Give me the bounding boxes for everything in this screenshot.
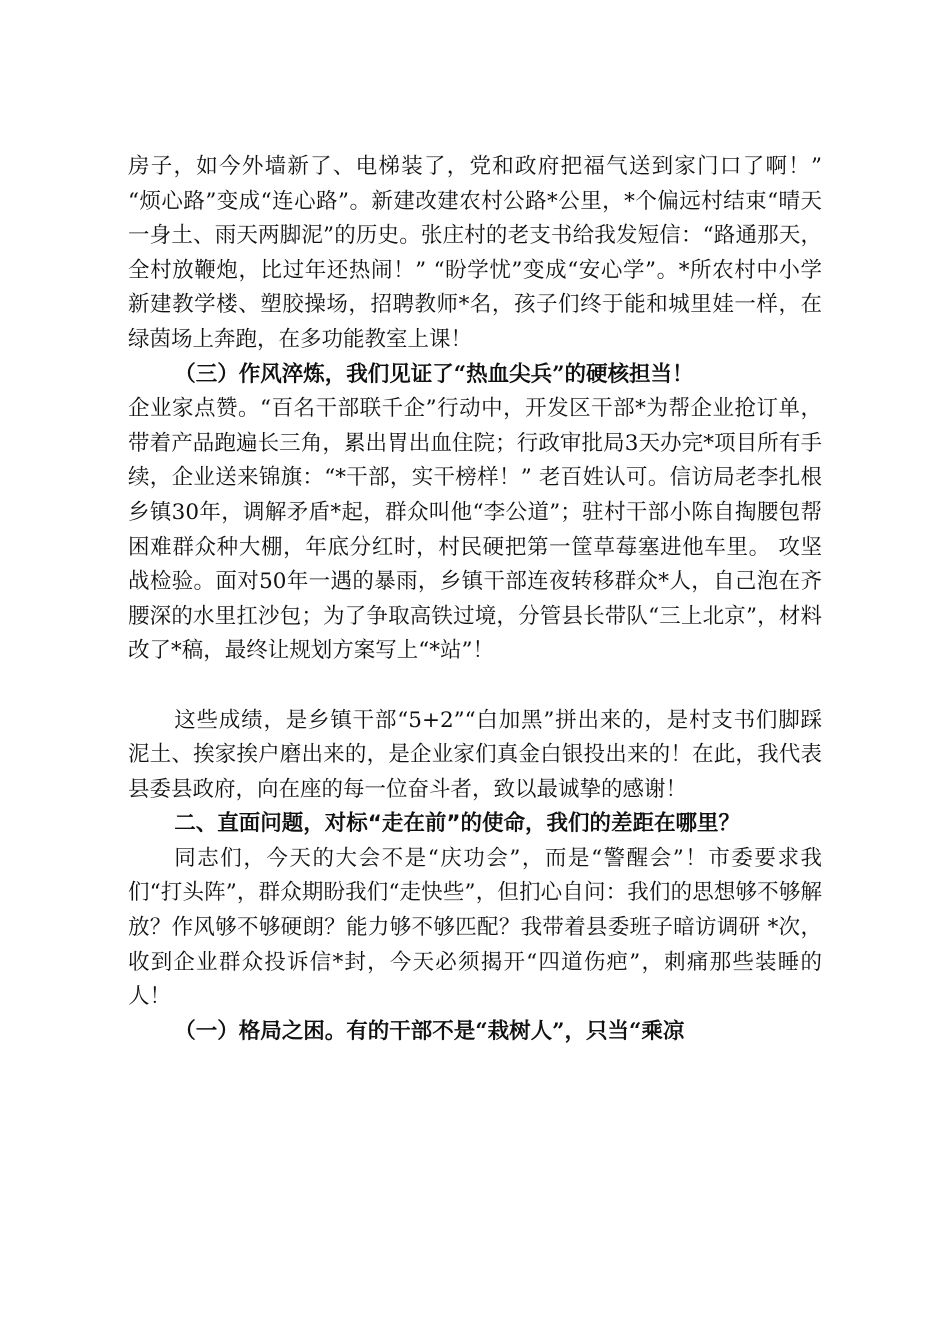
paragraph-warning: 同志们，今天的大会不是“庆功会”，而是“警醒会”！市委要求我们“打头阵”，群众期盼我们“走快些”，但扪心自问：我们的思想够不够解放？作风够不够硬朗？能力够不够匹配？我带着县委班子暗访调研 *次，收到企业群众投诉信*封，今天必须揭开“四道伤疤”，刺痛那些装睡的人！ [128,845,822,1010]
paragraph-gratitude: 这些成绩，是乡镇干部“5+2”“白加黑”拼出来的，是村支书们脚踩泥土、挨家挨户磨出来的，是企业家们真金白银投出来的！在此，我代表县委县政府，向在座的每一位奋斗者，致以最诚挚的感谢！ [128,707,822,802]
document-body [128,150,822,1049]
subheading-work-style: （三）作风淬炼，我们见证了“热血尖兵”的硬核担当！ [174,361,694,387]
subheading-pattern-trouble: （一）格局之困。有的干部不是“栽树人”，只当“乘凉 [174,1018,685,1044]
section-heading-problems: 二、直面问题，对标“走在前”的使命，我们的差距在哪里？ [174,811,740,837]
blank-line [128,669,822,704]
paragraph-work-style: 企业家点赞。“百名干部联千企”行动中，开发区干部*为帮企业抢订单，带着产品跑遍长三角，累出胃出血住院；行政审批局3天办完*项目所有手续，企业送来锦旗：“*干部，实干榜样！” 老百姓认可。信访局老李扎根乡镇30年，调解矛盾*起，群众叫他“李公道”；驻村干部小陈自掏腰包帮困难群众种大棚，年底分红时，村民硬把第一筐草莓塞进他车里。 攻坚战检验。面对50年一遇的暴雨，乡镇干部连夜转移群众*人，自己泡在齐腰深的水里扛沙包；为了争取高铁过境，分管县长带队“三上北京”，材料改了*稿，最终让规划方案写上“*站”！ [128,396,822,664]
paragraph-achievements-continued: 房子，如今外墙新了、电梯装了，党和政府把福气送到家门口了啊！” “烦心路”变成“连心路”。新建改建农村公路*公里，*个偏远村结束“晴天一身土、雨天两脚泥”的历史。张庄村的老支书给我发短信：“路通那天，全村放鞭炮，比过年还热闹！” “盼学忧”变成“安心学”。*所农村中小学新建教学楼、塑胶操场，招聘教师*名，孩子们终于能和城里娃一样，在绿茵场上奔跑，在多功能教室上课！ [128,154,822,352]
